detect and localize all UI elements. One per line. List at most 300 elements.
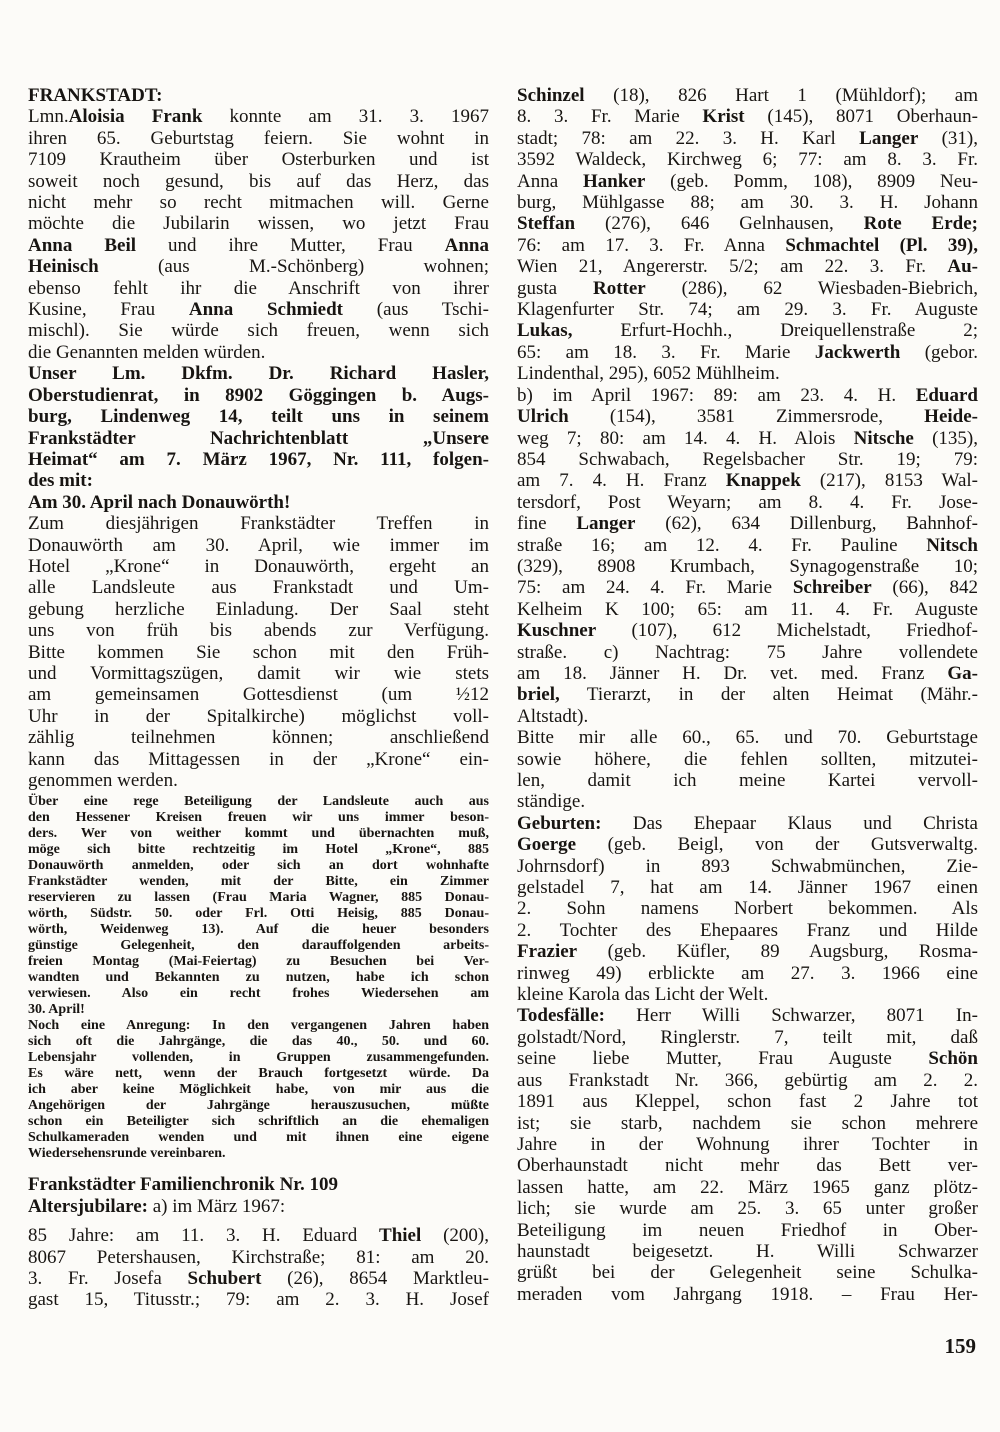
body-text: nicht mehr so recht mitmachen will. Gerne xyxy=(28,192,489,214)
body-text: Hotel „Krone“ in Donauwörth, ergeht an xyxy=(28,555,489,577)
body-text: b) im April 1967: 89: am 23. 4. H. xyxy=(517,384,916,406)
altersjubilare-maerz-paragraph xyxy=(28,1225,489,1311)
body-text: golstadt/Nord, Ringlerstr. 7, teilt mit, daß xyxy=(517,1026,978,1048)
text-line xyxy=(517,513,978,534)
text-line xyxy=(28,706,489,727)
text-line xyxy=(28,620,489,641)
text-line xyxy=(517,192,978,213)
body-text: (26), 8654 Marktleu- xyxy=(261,1268,489,1290)
text-line xyxy=(28,1002,489,1018)
text-line xyxy=(517,492,978,513)
body-text: (66), 842 xyxy=(871,577,979,599)
text-line xyxy=(28,938,489,954)
text-line xyxy=(517,684,978,705)
text-line xyxy=(517,1155,978,1176)
text-line xyxy=(28,1050,489,1066)
text-line xyxy=(28,826,489,842)
body-text: Uhr in der Spitalkirche) möglichst voll- xyxy=(28,705,489,727)
body-text: Wien 21, Angererstr. 5/2; am 22. 3. Fr. xyxy=(517,256,948,278)
bold-text: Goerge xyxy=(517,834,577,856)
text-line xyxy=(517,278,978,299)
body-text: sich oft die Jahrgänge, die das 40., 50. und 60. xyxy=(28,1034,489,1050)
body-text: meraden vom Jahrgang 1918. – Frau Her- xyxy=(517,1283,978,1305)
text-line xyxy=(28,320,489,341)
body-text: (286), 62 Wiesbaden-Biebrich, xyxy=(645,277,978,299)
page-number: 159 xyxy=(944,1334,976,1358)
text-line xyxy=(517,342,978,363)
body-text: 1891 aus Kleppel, schon fast 2 Jahre tot xyxy=(517,1091,978,1113)
bold-text: Anna xyxy=(444,234,489,256)
body-text: Anna xyxy=(517,170,584,192)
hasler-notice-paragraph xyxy=(28,363,489,491)
bold-text: Altersjubilare: xyxy=(28,1195,148,1217)
body-text: 7109 Krautheim über Osterburken und ist xyxy=(28,149,489,171)
bold-text: Heimat“ am 7. März 1967, Nr. 111, folgen- xyxy=(28,448,489,470)
body-text: möchte die Jubilarin wissen, wo jetzt Frau xyxy=(28,213,489,235)
text-line xyxy=(517,235,978,256)
body-text: 2. Sohn namens Norbert bekommen. Als xyxy=(517,898,978,920)
text-line xyxy=(28,684,489,705)
text-line xyxy=(28,128,489,149)
text-line xyxy=(517,149,978,170)
text-line xyxy=(28,1066,489,1082)
body-text: Erfurt-Hochh., Dreiquellenstraße 2; xyxy=(572,320,978,342)
body-text: am 18. Jänner H. Dr. vet. med. Franz xyxy=(517,662,948,684)
text-line xyxy=(517,813,978,834)
text-line xyxy=(517,428,978,449)
text-line xyxy=(28,1034,489,1050)
text-line xyxy=(517,941,978,962)
bold-text: Anna Schmiedt xyxy=(188,299,343,321)
text-line xyxy=(517,920,978,941)
text-line xyxy=(28,970,489,986)
bold-text: Aloisia Frank xyxy=(68,106,203,128)
body-text: soweit noch gesund, bis auf das Herz, das xyxy=(28,170,489,192)
body-text: 8. 3. Fr. Marie xyxy=(517,106,703,128)
text-line xyxy=(517,620,978,641)
body-text: (276), 646 Gelnhausen, xyxy=(575,213,864,235)
text-line xyxy=(28,342,489,363)
text-line xyxy=(517,128,978,149)
bold-text: Todesfälle: xyxy=(517,1005,605,1027)
bold-text: Langer xyxy=(859,127,919,149)
bold-text: Oberstudienrat, in 8902 Göggingen b. Augs- xyxy=(28,384,489,406)
text-line xyxy=(28,1174,489,1195)
text-line xyxy=(517,406,978,427)
body-text: Zum diesjährigen Frankstädter Treffen in xyxy=(28,513,489,535)
text-line xyxy=(28,449,489,470)
bold-text: Hanker xyxy=(583,170,646,192)
body-text: 76: am 17. 3. Fr. Anna xyxy=(517,234,786,256)
text-line xyxy=(517,1113,978,1134)
body-text: sowie höhere, die fehlen sollten, mitzutei- xyxy=(517,748,978,770)
text-line xyxy=(517,834,978,855)
bold-text: Frazier xyxy=(517,941,578,963)
text-line xyxy=(28,890,489,906)
body-text: (geb. Pomm, 108), 8909 Neu- xyxy=(645,170,978,192)
body-text: (geb. Beigl, von der Gutsverwaltg. xyxy=(576,834,978,856)
body-text: gebung herzliche Einladung. Der Saal steht xyxy=(28,598,489,620)
body-text: (145), 8071 Oberhaun- xyxy=(744,106,978,128)
body-text: 75: am 24. 4. Fr. Marie xyxy=(517,577,793,599)
hotel-reservation-smallprint xyxy=(28,794,489,1018)
body-text: Herr Willi Schwarzer, 8071 In- xyxy=(604,1005,978,1027)
bold-text: Langer xyxy=(576,513,636,535)
body-text: haunstadt beigesetzt. H. Willi Schwarzer xyxy=(517,1240,978,1262)
bold-text: Steffan xyxy=(517,213,576,235)
body-text: tersdorf, Post Weyarn; am 8. 4. Fr. Jose- xyxy=(517,491,978,513)
body-text: Das Ehepaar Klaus und Christa xyxy=(601,812,978,834)
bold-text: Frankstädter Nachrichtenblatt „Unsere xyxy=(28,427,489,449)
bold-text: Geburten: xyxy=(517,812,602,834)
body-text: Altstadt). xyxy=(517,705,589,727)
body-text: Wiedersehensrunde vereinbaren. xyxy=(28,1146,226,1162)
body-text: Klagenfurter Str. 74; am 29. 3. Fr. Auguste xyxy=(517,299,978,321)
bold-text: burg, Lindenweg 14, teilt uns in seinem xyxy=(28,406,489,428)
text-line xyxy=(28,1130,489,1146)
todesfaelle-paragraph xyxy=(517,1005,978,1305)
body-text: Kelheim K 100; 65: am 11. 4. Fr. Auguste xyxy=(517,598,978,620)
body-text: Lebensjahr vollenden, in Gruppen zusammengefunden. xyxy=(28,1050,489,1066)
text-line xyxy=(517,599,978,620)
bold-text: Knappek xyxy=(725,470,801,492)
body-text: Noch eine Anregung: In den vergangenen Jahren haben xyxy=(28,1018,489,1034)
body-text: den Hessener Kreisen freuen wir uns immer beson- xyxy=(28,810,489,826)
text-line xyxy=(28,256,489,277)
text-line xyxy=(517,749,978,770)
body-text: alle Landsleute aus Frankstadt und Um- xyxy=(28,577,489,599)
bold-text: Anna Beil xyxy=(28,234,137,256)
bold-text: Schmachtel (Pl. 39), xyxy=(785,234,978,256)
text-line xyxy=(28,1082,489,1098)
text-line xyxy=(517,898,978,919)
text-line xyxy=(28,470,489,491)
text-line xyxy=(28,794,489,810)
bold-text: Schubert xyxy=(187,1268,262,1290)
text-line xyxy=(28,385,489,406)
body-text: (18), 826 Hart 1 (Mühldorf); am xyxy=(584,85,978,106)
bold-text: Ga- xyxy=(947,662,978,684)
text-line xyxy=(517,770,978,791)
body-text: gast 15, Titusstr.; 79: am 2. 3. H. Josef xyxy=(28,1289,489,1311)
donauwoerth-invitation-paragraph xyxy=(28,513,489,791)
bold-text: FRANKSTADT: xyxy=(28,85,163,106)
body-text: grüßt bei der Gelegenheit seine Schulka- xyxy=(517,1262,978,1284)
altersjubilare-maerz-continued xyxy=(517,85,978,385)
text-line xyxy=(517,535,978,556)
text-line xyxy=(28,986,489,1002)
body-text: verwiesen. Also ein recht frohes Wiedersehen am xyxy=(28,986,489,1002)
text-line xyxy=(517,385,978,406)
bold-text: Am 30. April nach Donauwörth! xyxy=(28,491,291,513)
body-text: konnte am 31. 3. 1967 xyxy=(202,106,489,128)
body-text: und ihre Mutter, Frau xyxy=(136,234,445,256)
text-line xyxy=(517,106,978,127)
bold-text: Schön xyxy=(928,1048,978,1070)
bold-text: Jackwerth xyxy=(814,341,901,363)
body-text: (217), 8153 Wal- xyxy=(800,470,978,492)
body-text: Es wäre nett, wenn der Brauch fortgesetzt würde. Da xyxy=(28,1066,489,1082)
bold-text: Rote Erde; xyxy=(863,213,978,235)
text-line xyxy=(28,1098,489,1114)
body-text: kleine Karola das Licht der Welt. xyxy=(517,984,769,1006)
body-text: die Genannten melden würden. xyxy=(28,341,266,363)
body-text: am gemeinsamen Gottesdienst (um ½12 xyxy=(28,684,489,706)
bold-text: Thiel xyxy=(379,1225,422,1247)
body-text: fine xyxy=(517,513,577,535)
text-line xyxy=(28,599,489,620)
text-line xyxy=(28,85,489,106)
body-text: kann das Mittagessen in der „Krone“ ein- xyxy=(28,748,489,770)
body-text: Schulkameraden wenden und mit ihnen eine eigene xyxy=(28,1130,489,1146)
text-line xyxy=(517,1091,978,1112)
text-line xyxy=(517,449,978,470)
text-line xyxy=(517,171,978,192)
body-text: (154), 3581 Zimmersrode, xyxy=(568,406,925,428)
text-line xyxy=(517,663,978,684)
text-line xyxy=(28,299,489,320)
text-line xyxy=(28,1247,489,1268)
body-text: reservieren zu lassen (Frau Maria Wagner, 885 Donau- xyxy=(28,890,489,906)
text-line xyxy=(28,278,489,299)
bold-text: Frankstädter Familienchronik Nr. 109 xyxy=(28,1174,338,1196)
body-text: straße 16; am 12. 4. Fr. Pauline xyxy=(517,534,927,556)
familienchronik-heading xyxy=(28,1174,489,1217)
body-text: 3. Fr. Josefa xyxy=(28,1268,188,1290)
text-line xyxy=(517,256,978,277)
body-text: wandten und Bekannten zu nutzen, habe ich schon xyxy=(28,970,489,986)
left-column xyxy=(28,85,489,1311)
body-text: Angehörigen der Jahrgänge herauszusuchen, müßte xyxy=(28,1098,489,1114)
body-text: aus Frankstadt Nr. 366, gebürtig am 2. 2. xyxy=(517,1069,978,1091)
body-text: ist; sie starb, nachdem sie schon mehrere xyxy=(517,1112,978,1134)
bold-text: briel, xyxy=(517,684,560,706)
text-line xyxy=(28,858,489,874)
body-text: 30. April! xyxy=(28,1002,85,1018)
body-text: 65: am 18. 3. Fr. Marie xyxy=(517,341,815,363)
body-text: (gebor. xyxy=(900,341,978,363)
body-text: (107), 612 Michelstadt, Friedhof- xyxy=(596,620,978,642)
bold-text: Au- xyxy=(947,256,978,278)
bold-text: Nitsch xyxy=(926,534,978,556)
altersjubilare-april-paragraph xyxy=(517,385,978,728)
body-text: ders. Wer von weither kommt und übernachten muß, xyxy=(28,826,489,842)
body-text: (329), 8908 Krumbach, Synagogenstraße 10; xyxy=(517,555,978,577)
body-text: burg, Mühlgasse 88; am 30. 3. H. Johann xyxy=(517,192,978,214)
text-line xyxy=(517,1262,978,1283)
text-line xyxy=(517,1198,978,1219)
body-text: günstige Gelegenheit, den darauffolgenden arbeits- xyxy=(28,938,489,954)
body-text: genommen werden. xyxy=(28,770,178,791)
text-line xyxy=(28,428,489,449)
text-line xyxy=(28,874,489,890)
text-line xyxy=(517,1027,978,1048)
text-line xyxy=(28,1114,489,1130)
bold-text: Unser Lm. Dkfm. Dr. Richard Hasler, xyxy=(28,363,489,385)
body-text: Frankstädter wenden, mit der Bitte, ein Zimmer xyxy=(28,874,489,890)
text-line xyxy=(28,1018,489,1034)
text-line xyxy=(517,984,978,1005)
body-text: (200), xyxy=(421,1225,489,1247)
body-text: straße. c) Nachtrag: 75 Jahre vollendete xyxy=(517,641,978,663)
bold-text: Kuschner xyxy=(517,620,597,642)
bold-text: des mit: xyxy=(28,470,93,492)
body-text: Lmn. xyxy=(28,106,69,128)
body-text: gusta xyxy=(517,277,593,299)
body-text: ständige. xyxy=(517,791,586,813)
text-line xyxy=(28,1289,489,1310)
text-line xyxy=(28,1268,489,1289)
frankstadt-heading xyxy=(28,85,489,106)
body-text: schon ein Beteiligter sich schriftlich an die ehemaligen xyxy=(28,1114,489,1130)
body-text: freien Montag (Mai-Feiertag) zu Besuchen bei Ver- xyxy=(28,954,489,970)
frank-jubilee-paragraph xyxy=(28,106,489,363)
body-text: weg 7; 80: am 14. 4. H. Alois xyxy=(517,427,854,449)
body-text: (aus M.-Schönberg) wohnen; xyxy=(98,256,489,278)
text-line xyxy=(28,492,489,513)
body-text: Oberhaunstadt nicht mehr das Bett ver- xyxy=(517,1155,978,1177)
body-text: ich aber keine Möglichkeit habe, von mir aus die xyxy=(28,1082,489,1098)
bold-text: Krist xyxy=(702,106,745,128)
body-text: stadt; 78: am 22. 3. H. Karl xyxy=(517,127,860,149)
text-line xyxy=(517,877,978,898)
text-line xyxy=(517,85,978,106)
text-line xyxy=(517,1070,978,1091)
body-text: ebenso fehlt ihr die Anschrift von ihrer xyxy=(28,277,489,299)
bold-text: Schinzel xyxy=(517,85,585,106)
bold-text: Nitsche xyxy=(853,427,914,449)
text-line xyxy=(28,770,489,791)
text-line xyxy=(517,320,978,341)
body-text: seine liebe Mutter, Frau Auguste xyxy=(517,1048,929,1070)
text-line xyxy=(517,556,978,577)
body-text: und Vormittagszügen, damit wir wie stets xyxy=(28,662,489,684)
body-text: Bitte kommen Sie schon mit den Früh- xyxy=(28,641,489,663)
text-line xyxy=(517,470,978,491)
body-text: Beteiligung im neuen Friedhof in Ober- xyxy=(517,1219,978,1241)
body-text: am 7. 4. H. Franz xyxy=(517,470,726,492)
geburten-paragraph xyxy=(517,813,978,1006)
bold-text: Ulrich xyxy=(517,406,569,428)
body-text: a) im März 1967: xyxy=(147,1195,286,1217)
body-text: Johrnsdorf) in 893 Schwabmünchen, Zie- xyxy=(517,855,978,877)
text-line xyxy=(517,727,978,748)
text-line xyxy=(517,791,978,812)
body-text: Tierarzt, in der alten Heimat (Mähr.- xyxy=(559,684,978,706)
text-line xyxy=(28,192,489,213)
body-text: (geb. Küfler, 89 Augsburg, Rosma- xyxy=(577,941,978,963)
body-text: Donauwörth anmelden, oder sich an dort wohnhafte xyxy=(28,858,489,874)
text-line xyxy=(517,706,978,727)
text-line xyxy=(517,299,978,320)
body-text: zählig teilnehmen können; anschließend xyxy=(28,727,489,749)
bold-text: Lukas, xyxy=(517,320,573,342)
body-text: uns von früh bis abends zur Verfügung. xyxy=(28,620,489,642)
text-line xyxy=(517,1048,978,1069)
bold-text: Heinisch xyxy=(28,256,99,278)
text-line xyxy=(28,954,489,970)
bold-text: Rotter xyxy=(592,277,646,299)
body-text: wörth, Südstr. 50. oder Frl. Otti Heisig, 885 Donau- xyxy=(28,906,489,922)
body-text: Jahre in der Wohnung ihrer Tochter in xyxy=(517,1133,978,1155)
body-text: wörth, Weidenweg 13). Auf die heuer besonders xyxy=(28,922,489,938)
body-text: 8067 Petershausen, Kirchstraße; 81: am 20. xyxy=(28,1246,489,1268)
text-line xyxy=(28,171,489,192)
text-line xyxy=(28,749,489,770)
text-line xyxy=(517,1177,978,1198)
text-line xyxy=(517,213,978,234)
text-line xyxy=(28,842,489,858)
body-text: mischl). Sie würde sich freuen, wenn sich xyxy=(28,320,489,342)
text-line xyxy=(517,577,978,598)
text-line xyxy=(28,406,489,427)
text-line xyxy=(28,513,489,534)
bold-text: Eduard xyxy=(915,384,978,406)
bold-text: Heide- xyxy=(924,406,978,428)
body-text: 85 Jahre: am 11. 3. H. Eduard xyxy=(28,1225,380,1247)
body-text: Bitte mir alle 60., 65. und 70. Geburtstage xyxy=(517,727,978,749)
text-line xyxy=(28,1225,489,1246)
body-text: Lindenthal, 295), 6052 Mühlheim. xyxy=(517,363,780,385)
text-line xyxy=(517,856,978,877)
donauwoerth-heading xyxy=(28,492,489,513)
body-text: lich; sie wurde am 25. 3. 65 unter großer xyxy=(517,1198,978,1220)
body-text: len, damit ich meine Kartei vervoll- xyxy=(517,770,978,791)
text-line xyxy=(28,642,489,663)
body-text: Donauwörth am 30. April, wie immer im xyxy=(28,534,489,556)
body-text: (135), xyxy=(913,427,978,449)
body-text: ihren 65. Geburtstag feiern. Sie wohnt in xyxy=(28,127,489,149)
text-line xyxy=(28,149,489,170)
anregung-smallprint xyxy=(28,1018,489,1162)
text-line xyxy=(28,1146,489,1162)
body-text: möge sich bitte rechtzeitig im Hotel „Krone“, 885 xyxy=(28,842,489,858)
text-line xyxy=(517,963,978,984)
body-text: (31), xyxy=(918,127,978,149)
text-line xyxy=(28,810,489,826)
body-text: 2. Tochter des Ehepaares Franz und Hilde xyxy=(517,919,978,941)
text-line xyxy=(28,1196,489,1217)
text-line xyxy=(28,235,489,256)
body-text: Kusine, Frau xyxy=(28,299,189,321)
body-text: 854 Schwabach, Regelsbacher Str. 19; 79: xyxy=(517,448,978,470)
body-text: rinweg 49) erblickte am 27. 3. 1966 eine xyxy=(517,962,978,984)
text-line xyxy=(517,642,978,663)
body-text: 3592 Waldeck, Kirchweg 6; 77: am 8. 3. Fr. xyxy=(517,149,978,171)
bold-text: Schreiber xyxy=(792,577,872,599)
text-line xyxy=(28,906,489,922)
kartei-request-paragraph xyxy=(517,727,978,813)
text-line xyxy=(517,363,978,384)
text-line xyxy=(517,1005,978,1026)
body-text: lassen hatte, am 22. März 1965 ganz plötz- xyxy=(517,1176,978,1198)
text-line xyxy=(28,922,489,938)
right-column xyxy=(517,85,978,1305)
text-line xyxy=(28,535,489,556)
text-line xyxy=(517,1134,978,1155)
text-line xyxy=(28,556,489,577)
text-line xyxy=(28,663,489,684)
text-line xyxy=(517,1220,978,1241)
text-line xyxy=(517,1284,978,1305)
text-line xyxy=(28,577,489,598)
body-text: Über eine rege Beteiligung der Landsleute auch aus xyxy=(28,794,489,810)
text-line xyxy=(28,363,489,384)
text-line xyxy=(28,213,489,234)
body-text: gelstadel 7, hat am 14. Jänner 1967 einen xyxy=(517,877,978,899)
body-text: (62), 634 Dillenburg, Bahnhof- xyxy=(635,513,979,535)
text-line xyxy=(517,1241,978,1262)
